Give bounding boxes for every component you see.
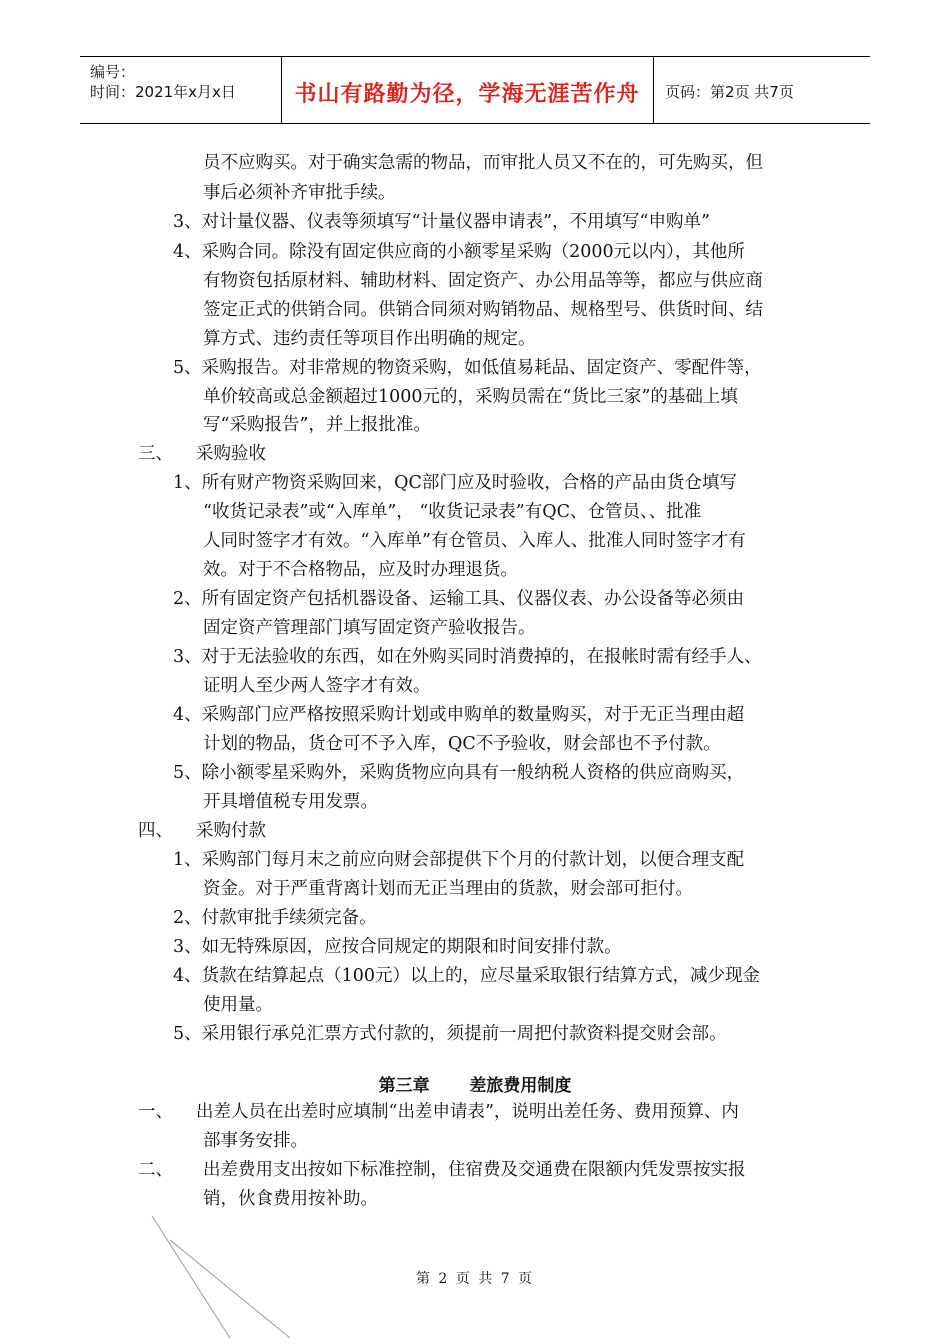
body-line: 事后必须补齐审批手续。 — [203, 183, 396, 203]
chapter-number: 第三章 — [378, 1076, 430, 1096]
body-line: 固定资产管理部门填写固定资产验收报告。 — [203, 618, 536, 638]
header-motto-cell — [281, 57, 654, 123]
section-title: 采购付款 — [196, 821, 266, 841]
list-item: 1、采购部门每月末之前应向财会部提供下个月的付款计划，以便合理支配 — [173, 850, 745, 870]
body-line: 计划的物品，货仓可不予入库，QC不予验收，财会部也不予付款。 — [203, 734, 721, 754]
body-line: 部事务安排。 — [203, 1131, 308, 1151]
header-meta-cell — [80, 57, 282, 123]
list-item: 5、除小额零星采购外，采购货物应向具有一般纳税人资格的供应商购买， — [173, 763, 745, 783]
chapter-item-text: 出差人员在出差时应填制“出差申请表”，说明出差任务、费用预算、内 — [196, 1102, 739, 1122]
list-item: 5、采购报告。对非常规的物资采购，如低值易耗品、固定资产、零配件等， — [173, 358, 762, 378]
list-item: 5、采用银行承兑汇票方式付款的，须提前一周把付款资料提交财会部。 — [173, 1024, 727, 1044]
body-line: 员不应购买。对于确实急需的物品，而审批人员又不在的，可先购买，但 — [203, 153, 763, 173]
section-title: 采购验收 — [196, 444, 266, 464]
body-line: 人同时签字才有效。“入库单”有仓管员、入库人、批准人同时签字才有 — [203, 531, 746, 551]
list-item: 2、付款审批手续须完备。 — [173, 908, 377, 928]
body-line: 开具增值税专用发票。 — [203, 792, 378, 812]
chapter-heading — [0, 1071, 950, 1096]
chapter-title: 差旅费用制度 — [469, 1076, 572, 1096]
list-item: 3、对于无法验收的东西，如在外购买同时消费掉的，在报帐时需有经手人、 — [173, 647, 762, 667]
list-item: 3、如无特殊原因，应按合同规定的期限和时间安排付款。 — [173, 937, 622, 957]
body-line: 算方式、违约责任等项目作出明确的规定。 — [203, 329, 536, 349]
header-motto: 书山有路勤为径，学海无涯苦作舟 — [294, 82, 640, 107]
list-item: 4、货款在结算起点（100元）以上的，应尽量采取银行结算方式，减少现金 — [173, 966, 761, 986]
body-line: 效。对于不合格物品，应及时办理退货。 — [203, 560, 518, 580]
section-number: 三、 — [138, 444, 173, 464]
section-number: 四、 — [138, 821, 173, 841]
list-item: 4、采购部门应严格按照采购计划或申购单的数量购买，对于无正当理由超 — [173, 705, 745, 725]
body-line: 单价较高或总金额超过1000元的，采购员需在“货比三家”的基础上填 — [203, 387, 738, 407]
document-time: 时间：2021年x月x日 — [90, 83, 236, 101]
document-number: 编号： — [90, 63, 136, 81]
body-line: 使用量。 — [203, 995, 273, 1015]
chapter-item-number: 二、 — [138, 1160, 173, 1180]
body-line: “收货记录表”或“入库单”， “收货记录表”有QC、仓管员、、批准 — [203, 502, 702, 522]
header-page-cell — [653, 57, 870, 123]
header-page-number: 页码：第2页 共7页 — [665, 83, 794, 101]
body-line: 销，伙食费用按补助。 — [203, 1189, 378, 1209]
list-item: 4、采购合同。除没有固定供应商的小额零星采购（2000元以内），其他所 — [173, 242, 745, 262]
page-footer: 第 2 页 共 7 页 — [415, 1271, 535, 1287]
page-header — [80, 56, 870, 124]
list-item: 3、对计量仪器、仪表等须填写“计量仪器申请表”，不用填写“申购单” — [173, 212, 710, 232]
decorative-line — [170, 1240, 290, 1338]
list-item: 2、所有固定资产包括机器设备、运输工具、仪器仪表、办公设备等必须由 — [173, 589, 745, 609]
body-line: 有物资包括原材料、辅助材料、固定资产、办公用品等等，都应与供应商 — [203, 271, 763, 291]
chapter-item-text: 出差费用支出按如下标准控制，住宿费及交通费在限额内凭发票按实报 — [203, 1160, 746, 1180]
body-line: 签定正式的供销合同。供销合同须对购销物品、规格型号、供货时间、结 — [203, 300, 763, 320]
body-line: 写“采购报告”，并上报批准。 — [203, 415, 431, 435]
body-line: 证明人至少两人签字才有效。 — [203, 676, 431, 696]
list-item: 1、所有财产物资采购回来，QC部门应及时验收，合格的产品由货仓填写 — [173, 473, 737, 493]
body-line: 资金。对于严重背离计划而无正当理由的货款，财会部可拒付。 — [203, 879, 693, 899]
chapter-item-number: 一、 — [138, 1102, 173, 1122]
